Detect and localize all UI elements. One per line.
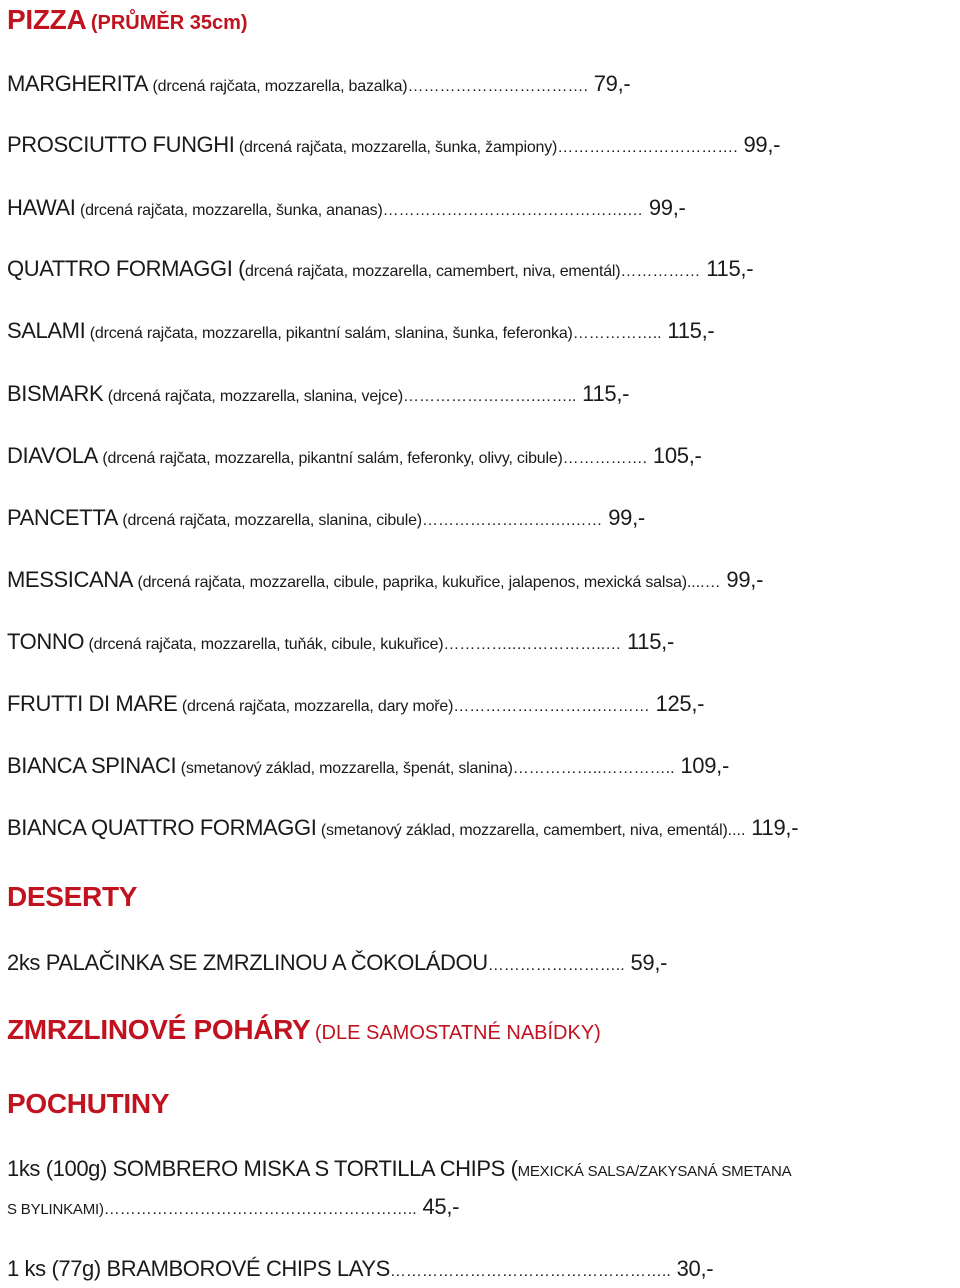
pizza-dots: ……………………………. [557,139,738,156]
dessert-name: 2ks PALAČINKA SE ZMRZLINOU A ČOKOLÁDOU [7,950,488,975]
pizza-item [7,631,674,653]
pizza-price: 119,- [745,815,799,840]
pizza-name: QUATTRO FORMAGGI ( [7,256,246,281]
pizza-name: BIANCA SPINACI [7,753,177,778]
pizza-desc: (drcená rajčata, mozzarella, dary moře) [181,698,454,715]
snack-1-name: 1ks (100g) SOMBRERO MISKA S TORTILLA CHIPS ( [7,1156,518,1181]
pizza-desc: (drcená rajčata, mozzarella, cibule, paprika, kukuřice, jalapenos, mexická salsa) [137,574,687,591]
pizza-name: HAWAI [7,195,76,220]
pizza-dots: ……………………….…… [421,512,603,529]
pizza-desc: drcená rajčata, mozzarella, camembert, niva, ementál) [245,263,621,280]
pizza-item [7,507,645,529]
pizza-dots: ....… [686,574,721,591]
pizza-name: BISMARK [7,381,104,406]
snack-item-2 [7,1258,713,1280]
pizza-item [7,258,753,280]
pizza-name: DIAVOLA [7,443,98,468]
pizza-desc: (smetanový základ, mozzarella, špenát, slanina) [180,760,513,777]
pizza-dots: …………..……………..… [443,636,622,653]
pizza-item [7,755,729,777]
pizza-price: 115,- [576,381,630,406]
snack-item-1-line2 [7,1196,459,1218]
pizza-title: PIZZA [7,4,87,35]
pizza-desc: (drcená rajčata, mozzarella, slanina, vejce) [107,388,404,405]
pizza-desc: (drcená rajčata, mozzarella, slanina, cibule) [122,512,422,529]
zmrzlinove-subtitle: (DLE SAMOSTATNÉ NABÍDKY) [314,1022,601,1044]
pizza-dots: .... [727,822,746,839]
pizza-name: TONNO [7,629,85,654]
pizza-dots: ……………..………….. [512,760,675,777]
pizza-desc: (drcená rajčata, mozzarella, tuňák, cibule, kukuřice) [88,636,444,653]
pizza-price: 115,- [700,256,754,281]
pizza-item [7,569,763,591]
pizza-dots: …………………….…….. [403,388,577,405]
pizza-dots: …………….. [572,325,662,342]
snack-2-name: 1 ks (77g) BRAMBOROVÉ CHIPS LAYS [7,1256,390,1281]
pizza-name: PROSCIUTTO FUNGHI [7,132,235,157]
pizza-item [7,383,629,405]
pizza-item [7,197,686,219]
pizza-heading [7,6,248,34]
pizza-dots: …………… [620,263,701,280]
pizza-dots: ……………………………………….… [382,202,644,219]
snack-1-dots: ………………………………………………….. [103,1201,417,1218]
pizza-price: 99,- [720,567,764,592]
pizza-desc: (drcená rajčata, mozzarella, pikantní salám, feferonky, olivy, cibule) [102,450,563,467]
pizza-name: MESSICANA [7,567,133,592]
deserty-title: DESERTY [7,881,138,912]
pizza-name: SALAMI [7,318,86,343]
pizza-name: MARGHERITA [7,71,149,96]
pizza-item [7,693,704,715]
pizza-name: FRUTTI DI MARE [7,691,178,716]
pochutiny-title: POCHUTINY [7,1088,170,1119]
zmrzlinove-heading [7,1016,601,1044]
pizza-price: 125,- [649,691,705,716]
pizza-desc: (drcená rajčata, mozzarella, šunka, žampiony) [238,139,558,156]
pizza-dots: ……………. [562,450,648,467]
pizza-desc: (drcená rajčata, mozzarella, bazalka) [152,78,408,95]
snack-1-desc: MEXICKÁ SALSA/ZAKYSANÁ SMETANA [517,1163,792,1180]
pizza-desc: (smetanový základ, mozzarella, camembert, niva, ementál) [320,822,728,839]
pizza-dots: ……………………….……… [453,698,650,715]
pizza-price: 79,- [587,71,631,96]
pizza-price: 99,- [737,132,781,157]
pizza-item [7,445,702,467]
pizza-dots: ……………………………. [407,78,588,95]
pizza-subtitle: (PRŮMĚR 35cm) [90,12,248,34]
dessert-item [7,952,667,974]
pizza-desc: (drcená rajčata, mozzarella, šunka, ananas) [79,202,383,219]
pizza-price: 105,- [647,443,702,468]
pizza-name: PANCETTA [7,505,118,530]
dessert-price: 59,- [624,950,668,975]
snack-1-desc-cont: S BYLINKAMI) [7,1201,104,1218]
snack-2-price: 30,- [670,1256,714,1281]
pizza-item [7,134,780,156]
pizza-desc: (drcená rajčata, mozzarella, pikantní salám, slanina, šunka, feferonka) [89,325,573,342]
pizza-price: 109,- [674,753,730,778]
snack-2-dots: …………………………………………….. [389,1263,671,1280]
snack-item-1-line1 [7,1158,791,1180]
pizza-item [7,73,630,95]
pizza-price: 115,- [661,318,715,343]
dessert-dots: …………………….. [487,957,625,974]
pizza-name: BIANCA QUATTRO FORMAGGI [7,815,317,840]
pizza-item [7,320,714,342]
snack-1-price: 45,- [416,1194,460,1219]
pizza-item [7,817,798,839]
pizza-price: 115,- [621,629,675,654]
pizza-price: 99,- [643,195,686,220]
zmrzlinove-title: ZMRZLINOVÉ POHÁRY [7,1014,311,1045]
pizza-price: 99,- [602,505,645,530]
